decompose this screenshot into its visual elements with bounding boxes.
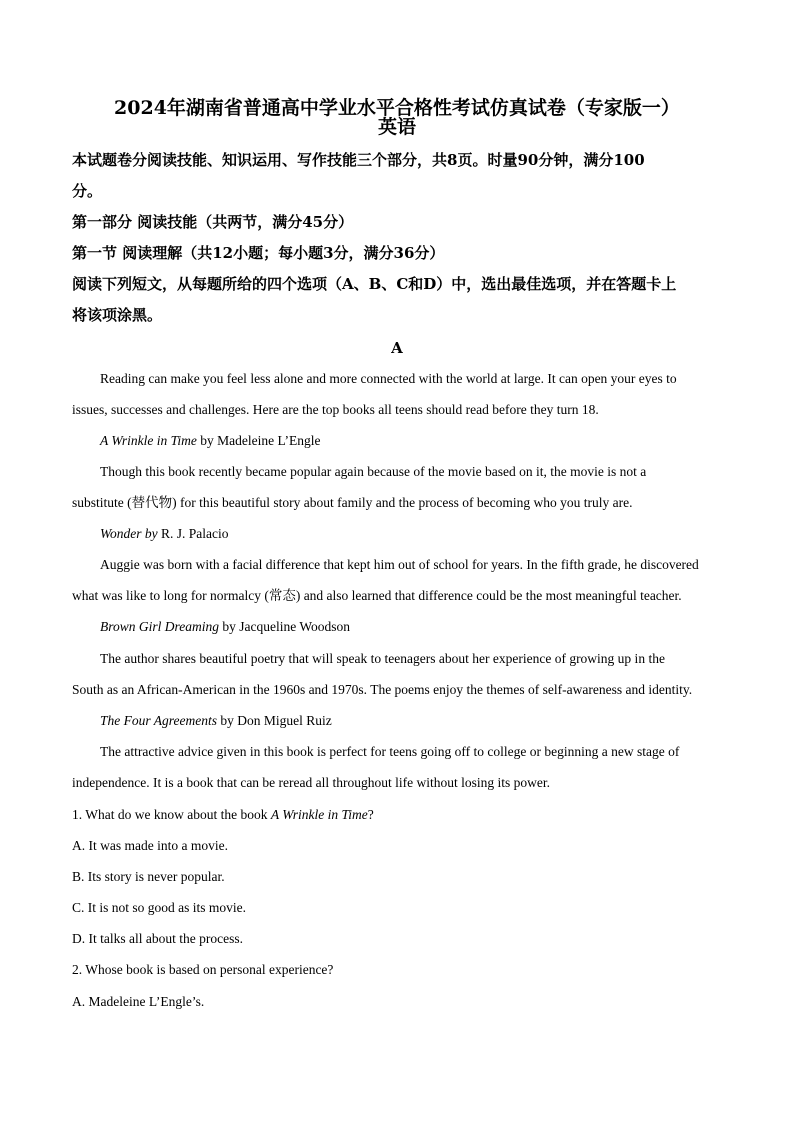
- directions-line-1: 阅读下列短文，从每题所给的四个选项（A、B、C和D）中，选出最佳选项，并在答题卡上: [72, 275, 677, 293]
- question-1-option-d: D. It talks all about the process.: [72, 931, 243, 946]
- directions-line-2: 将该项涂黑。: [72, 306, 163, 324]
- question-1-prefix: 1. What do we know about the book: [72, 807, 271, 822]
- instructions-line-2: 分。: [72, 182, 103, 200]
- book-heading: [100, 432, 760, 450]
- book-author: R. J. Palacio: [157, 526, 229, 541]
- book-description-line-2: substitute (替代物) for this beautiful story about family and the process of becoming who you truly are.: [72, 495, 633, 510]
- question-1-suffix: ?: [367, 807, 374, 822]
- book-description-line-2: independence. It is a book that can be reread all throughout life without losing its power.: [72, 775, 550, 790]
- exam-title: 2024年湖南省普通高中学业水平合格性考试仿真试卷（专家版一）: [114, 97, 680, 119]
- question-1-option-b: B. Its story is never popular.: [72, 869, 225, 884]
- book-author: by Madeleine L’Engle: [196, 433, 321, 448]
- section-one-heading: 第一节 阅读理解（共12小题；每小题3分，满分36分）: [72, 244, 445, 262]
- book-author: by Don Miguel Ruiz: [217, 713, 332, 728]
- question-1-option-a: A. It was made into a movie.: [72, 838, 228, 853]
- book-heading: [100, 618, 760, 636]
- book-description-line-1: The attractive advice given in this book is perfect for teens going off to college or beginning a new stage of: [100, 744, 680, 759]
- book-title: A Wrinkle in Time: [100, 433, 197, 448]
- question-2: 2. Whose book is based on personal experience?: [72, 962, 334, 977]
- book-author: by Jacqueline Woodson: [219, 619, 351, 634]
- book-title: The Four Agreements: [100, 713, 217, 728]
- passage-label: A: [391, 339, 403, 357]
- question-1-book-title: A Wrinkle in Time: [270, 807, 368, 822]
- passage-intro-line-2: issues, successes and challenges. Here are the top books all teens should read before they turn 18.: [72, 402, 599, 417]
- book-description-line-1: Auggie was born with a facial difference that kept him out of school for years. In the fifth grade, he discovered: [100, 557, 699, 572]
- book-description-line-2: what was like to long for normalcy (常态) and also learned that difference could be the most meaningful teacher.: [72, 588, 682, 603]
- question-1: [72, 806, 732, 824]
- question-2-option-a: A. Madeleine L’Engle’s.: [72, 994, 205, 1009]
- question-1-option-c: C. It is not so good as its movie.: [72, 900, 247, 915]
- part-one-heading: 第一部分 阅读技能（共两节，满分45分）: [72, 213, 354, 231]
- book-title: Wonder by: [100, 526, 158, 541]
- book-title: Brown Girl Dreaming: [100, 619, 220, 634]
- instructions-line-1: 本试题卷分阅读技能、知识运用、写作技能三个部分，共8页。时量90分钟，满分100: [72, 151, 645, 169]
- book-heading: [100, 525, 760, 543]
- book-description-line-2: South as an African-American in the 1960s and 1970s. The poems enjoy the themes of self-awareness and identity.: [72, 682, 693, 697]
- book-description-line-1: Though this book recently became popular again because of the movie based on it, the movie is not a: [100, 464, 647, 479]
- book-heading: [100, 712, 760, 730]
- subject-title: 英语: [377, 116, 416, 138]
- passage-intro-line-1: Reading can make you feel less alone and more connected with the world at large. It can open your eyes to: [100, 371, 677, 386]
- book-description-line-1: The author shares beautiful poetry that will speak to teenagers about her experience of growing up in the: [100, 651, 665, 666]
